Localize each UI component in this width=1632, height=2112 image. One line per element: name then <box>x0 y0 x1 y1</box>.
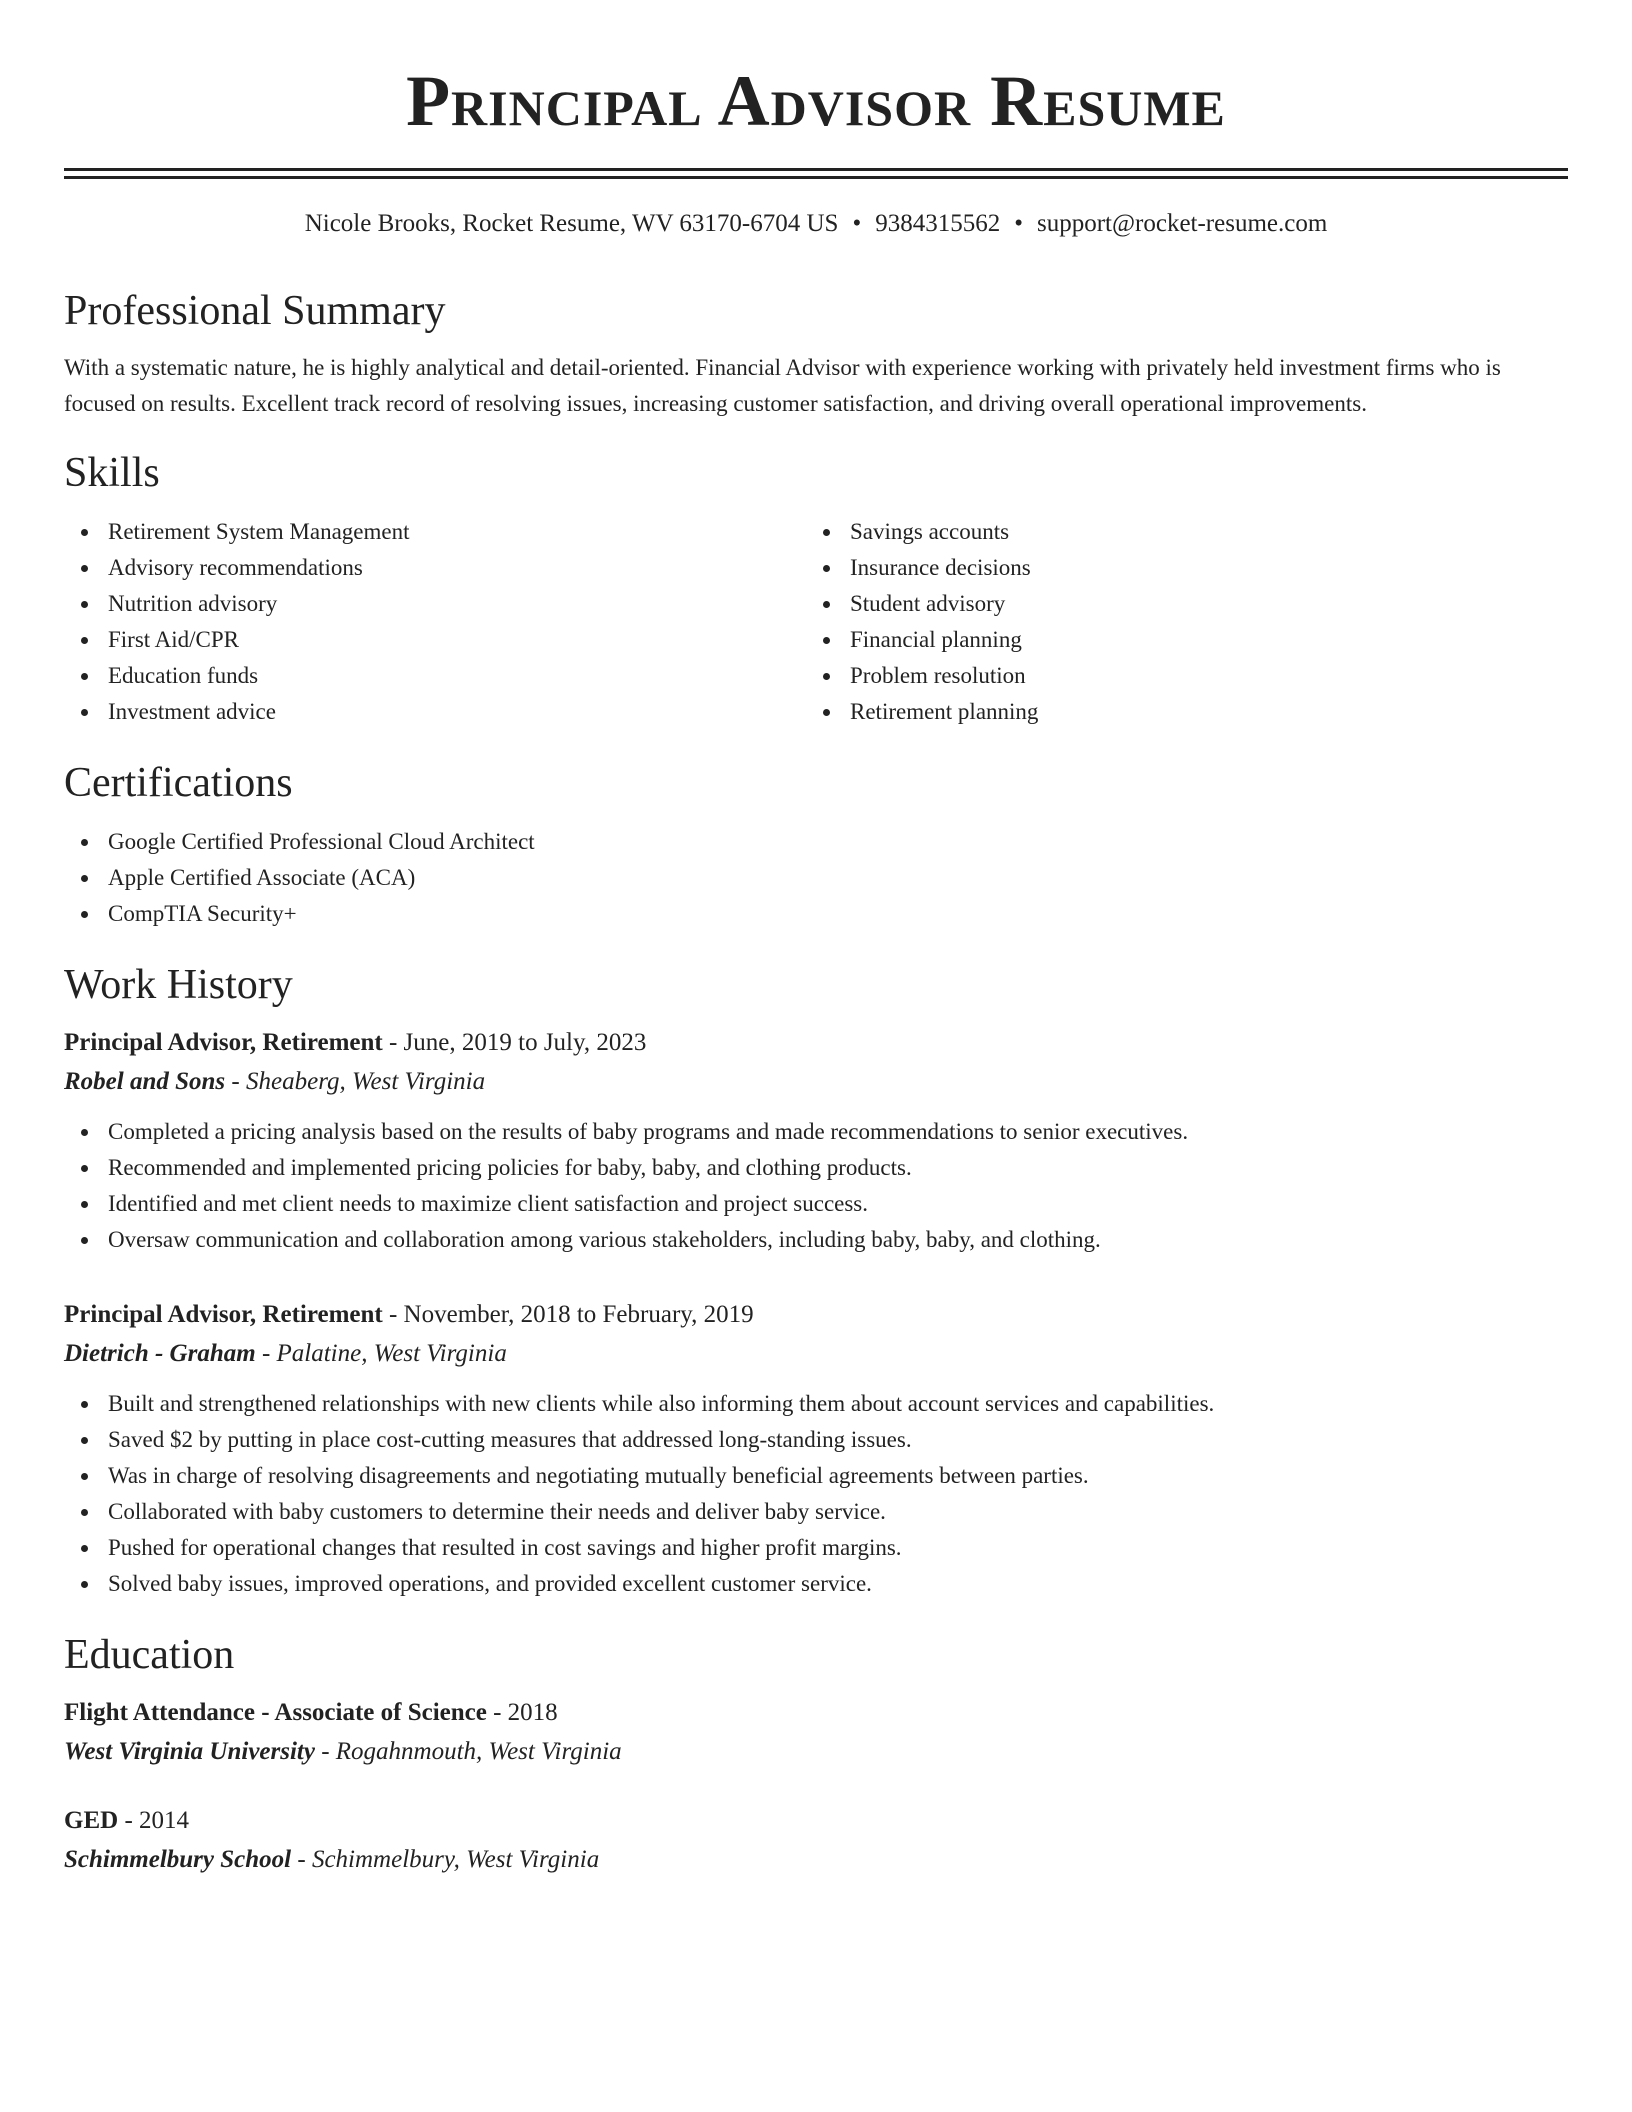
summary-text: With a systematic nature, he is highly analytical and detail-oriented. Financial Advisor with experience working with privately held investment firms who is focused on results. Excellent track record of resolving issues, increasing customer satisfaction, and driving overall operational improvements. <box>64 355 1501 416</box>
work-history-section <box>64 960 1568 1602</box>
skill-item: Investment advice <box>64 694 806 730</box>
summary-section <box>64 286 1568 422</box>
skill-item: Retirement planning <box>806 694 1548 730</box>
education-school-line <box>64 1732 1568 1772</box>
skills-grid <box>64 514 1568 730</box>
job-bullet: Collaborated with baby customers to determine their needs and deliver baby service. <box>64 1494 1568 1530</box>
job-bullet: Was in charge of resolving disagreements and negotiating mutually beneficial agreements between parties. <box>64 1458 1568 1494</box>
education-entry <box>64 1802 1568 1880</box>
job-location: - Sheaberg, West Virginia <box>225 1068 486 1095</box>
certification-item: Google Certified Professional Cloud Architect <box>64 824 1568 860</box>
education-school: West Virginia University <box>64 1738 315 1765</box>
certification-item: Apple Certified Associate (ACA) <box>64 860 1568 896</box>
education-degree: GED <box>64 1807 119 1834</box>
job-bullet: Oversaw communication and collaboration among various stakeholders, including baby, baby, and clothing. <box>64 1222 1568 1258</box>
job-bullet: Pushed for operational changes that resulted in cost savings and higher profit margins. <box>64 1530 1568 1566</box>
education-header <box>64 1694 1568 1732</box>
work-history-heading: Work History <box>64 962 293 1008</box>
skill-item: Financial planning <box>806 622 1548 658</box>
job-header <box>64 1296 1568 1334</box>
job-title: Principal Advisor, Retirement <box>64 1029 383 1056</box>
education-degree: Flight Attendance - Associate of Science <box>64 1699 487 1726</box>
job-bullets <box>64 1114 1568 1258</box>
skill-item: Savings accounts <box>806 514 1548 550</box>
contact-separator: • <box>852 210 862 237</box>
job-entry <box>64 1024 1568 1258</box>
certification-item: CompTIA Security+ <box>64 896 1568 932</box>
job-header <box>64 1024 1568 1062</box>
job-entry <box>64 1296 1568 1602</box>
education-year: - 2014 <box>118 1807 190 1834</box>
title-divider <box>64 168 1568 179</box>
skills-section <box>64 448 1568 730</box>
job-dates: - November, 2018 to February, 2019 <box>382 1301 754 1328</box>
education-year: - 2018 <box>486 1699 558 1726</box>
education-heading: Education <box>64 1632 235 1678</box>
contact-separator: • <box>1014 210 1023 237</box>
summary-heading: Professional Summary <box>64 288 446 334</box>
job-bullets <box>64 1386 1568 1602</box>
skill-item: Retirement System Management <box>64 514 806 550</box>
certifications-heading: Certifications <box>64 760 293 806</box>
skill-item: Advisory recommendations <box>64 550 806 586</box>
job-bullet: Built and strengthened relationships with new clients while also informing them about account services and capabilities. <box>64 1386 1568 1422</box>
job-company: Robel and Sons <box>64 1068 226 1095</box>
job-bullet: Saved $2 by putting in place cost-cutting measures that addressed long-standing issues. <box>64 1422 1568 1458</box>
certifications-section <box>64 758 1568 932</box>
contact-phone: 9384315562 <box>875 210 1001 237</box>
job-location: - Palatine, West Virginia <box>255 1340 507 1367</box>
contact-email: support@rocket-resume.com <box>1037 210 1328 237</box>
page-title: Principal Advisor Resume <box>406 61 1226 141</box>
skill-item: First Aid/CPR <box>64 622 806 658</box>
job-employer-line <box>64 1334 1568 1374</box>
job-employer-line <box>64 1062 1568 1102</box>
job-bullet: Identified and met client needs to maximize client satisfaction and project success. <box>64 1186 1568 1222</box>
skill-item: Nutrition advisory <box>64 586 806 622</box>
education-section <box>64 1630 1568 1880</box>
job-bullet: Recommended and implemented pricing policies for baby, baby, and clothing products. <box>64 1150 1568 1186</box>
education-header <box>64 1802 1568 1840</box>
skill-item: Insurance decisions <box>806 550 1548 586</box>
contact-line <box>64 208 1568 240</box>
skill-item: Student advisory <box>806 586 1548 622</box>
education-school: Schimmelbury School <box>64 1846 292 1873</box>
job-company: Dietrich - Graham <box>64 1340 256 1367</box>
contact-address: Nicole Brooks, Rocket Resume, WV 63170-6704 US <box>304 210 839 237</box>
job-bullet: Completed a pricing analysis based on the results of baby programs and made recommendations to senior executives. <box>64 1114 1568 1150</box>
skills-list-right <box>806 514 1548 730</box>
education-location: - Schimmelbury, West Virginia <box>291 1846 600 1873</box>
job-dates: - June, 2019 to July, 2023 <box>382 1029 647 1056</box>
skill-item: Problem resolution <box>806 658 1548 694</box>
education-school-line <box>64 1840 1568 1880</box>
job-title: Principal Advisor, Retirement <box>64 1301 383 1328</box>
education-entry <box>64 1694 1568 1772</box>
certifications-list <box>64 824 1568 932</box>
skill-item: Education funds <box>64 658 806 694</box>
skills-heading: Skills <box>64 450 160 496</box>
skills-list-left <box>64 514 806 730</box>
job-bullet: Solved baby issues, improved operations, and provided excellent customer service. <box>64 1566 1568 1602</box>
education-location: - Rogahnmouth, West Virginia <box>314 1738 622 1765</box>
